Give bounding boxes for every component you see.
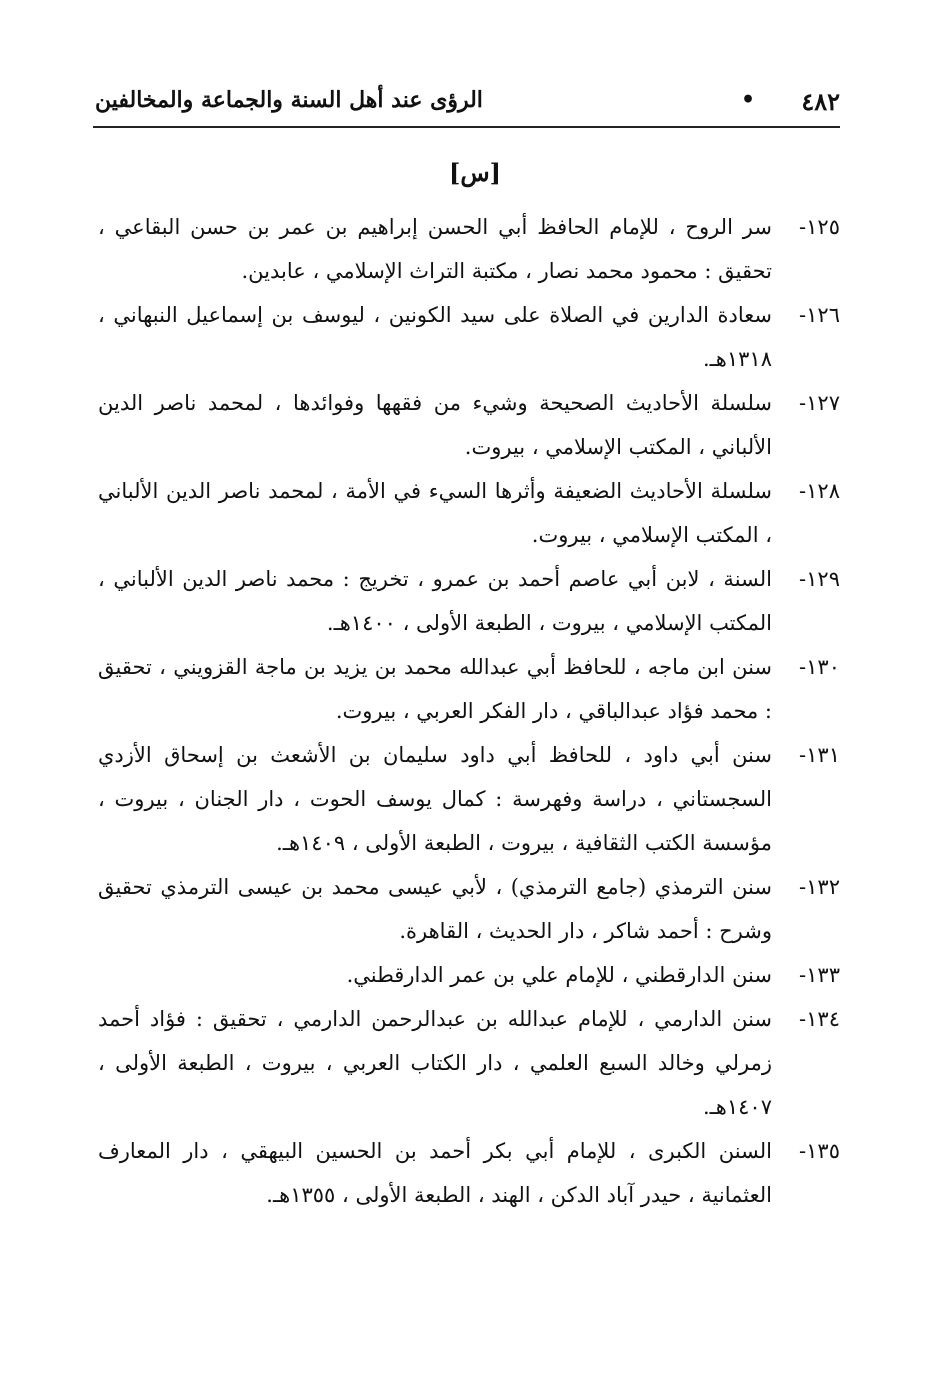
entry-number: ١٣٤-	[799, 1007, 840, 1031]
bibliography-entry	[98, 997, 840, 1129]
entry-text: سنن ابن ماجه ، للحافظ أبي عبدالله محمد بن يزيد بن ماجة القزويني ، تحقيق : محمد فؤاد عبدالباقي ، دار الفكر العربي ، بيروت.	[98, 655, 772, 723]
section-heading: [س]	[448, 158, 501, 187]
bibliography-entry	[98, 645, 840, 733]
entry-text: سنن الترمذي (جامع الترمذي) ، لأبي عيسى محمد بن عيسى الترمذي تحقيق وشرح : أحمد شاكر ، دار الحديث ، القاهرة.	[98, 875, 772, 943]
entry-number: ١٣١-	[799, 743, 840, 767]
bibliography-entry	[98, 1129, 840, 1217]
bibliography-entry	[98, 865, 840, 953]
entry-number: ١٢٦-	[799, 303, 840, 327]
page-number: ٤٨٢	[801, 87, 840, 116]
entry-text: السنة ، لابن أبي عاصم أحمد بن عمرو ، تخريج : محمد ناصر الدين الألباني ، المكتب الإسلامي ، بيروت ، الطبعة الأولى ، ١٤٠٠هـ.	[98, 567, 772, 635]
entry-text: سعادة الدارين في الصلاة على سيد الكونين ، ليوسف بن إسماعيل النبهاني ، ١٣١٨هـ.	[98, 303, 772, 371]
entry-text: سنن الدارقطني ، للإمام علي بن عمر الدارقطني.	[346, 963, 772, 987]
entry-number: ١٢٨-	[799, 479, 840, 503]
entry-text: السنن الكبرى ، للإمام أبي بكر أحمد بن الحسين البيهقي ، دار المعارف العثمانية ، حيدر آباد الدكن ، الهند ، الطبعة الأولى ، ١٣٥٥هـ.	[98, 1139, 772, 1207]
header-bullet: •	[740, 87, 755, 113]
entry-number: ١٣٢-	[799, 875, 840, 899]
entry-number: ١٢٩-	[799, 567, 840, 591]
entry-number: ١٣٥-	[799, 1139, 840, 1163]
entry-text: سنن الدارمي ، للإمام عبدالله بن عبدالرحمن الدارمي ، تحقيق : فؤاد أحمد زمرلي وخالد السبع العلمي ، دار الكتاب العربي ، بيروت ، الطبعة الأولى ، ١٤٠٧هـ.	[98, 1007, 772, 1119]
bibliography-entry	[98, 469, 840, 557]
entry-number: ١٢٥-	[799, 215, 840, 239]
entry-number: ١٣٣-	[799, 963, 840, 987]
bibliography-entry	[98, 381, 840, 469]
entry-text: سنن أبي داود ، للحافظ أبي داود سليمان بن الأشعث بن إسحاق الأزدي السجستاني ، دراسة وفهرسة : كمال يوسف الحوت ، دار الجنان ، بيروت ، مؤسسة الكتب الثقافية ، بيروت ، الطبعة الأولى ، ١٤٠٩هـ.	[98, 743, 772, 855]
bibliography-list	[98, 205, 840, 1217]
bibliography-entry	[98, 733, 840, 865]
entry-text: سلسلة الأحاديث الصحيحة وشيء من فقهها وفوائدها ، لمحمد ناصر الدين الألباني ، المكتب الإسلامي ، بيروت.	[98, 391, 772, 459]
bibliography-entry	[98, 205, 840, 293]
header-rule	[93, 126, 840, 128]
bibliography-entry	[98, 953, 840, 997]
entry-text: سر الروح ، للإمام الحافظ أبي الحسن إبراهيم بن عمر بن حسن البقاعي ، تحقيق : محمود محمد نصار ، مكتبة التراث الإسلامي ، عابدين.	[98, 215, 772, 283]
page-header	[95, 85, 840, 119]
bibliography-entry	[98, 557, 840, 645]
running-title: الرؤى عند أهل السنة والجماعة والمخالفين	[95, 87, 483, 113]
entry-number: ١٢٧-	[799, 391, 840, 415]
bibliography-entry	[98, 293, 840, 381]
entry-text: سلسلة الأحاديث الضعيفة وأثرها السيء في الأمة ، لمحمد ناصر الدين الألباني ، المكتب الإسلامي ، بيروت.	[98, 479, 772, 547]
entry-number: ١٣٠-	[799, 655, 840, 679]
